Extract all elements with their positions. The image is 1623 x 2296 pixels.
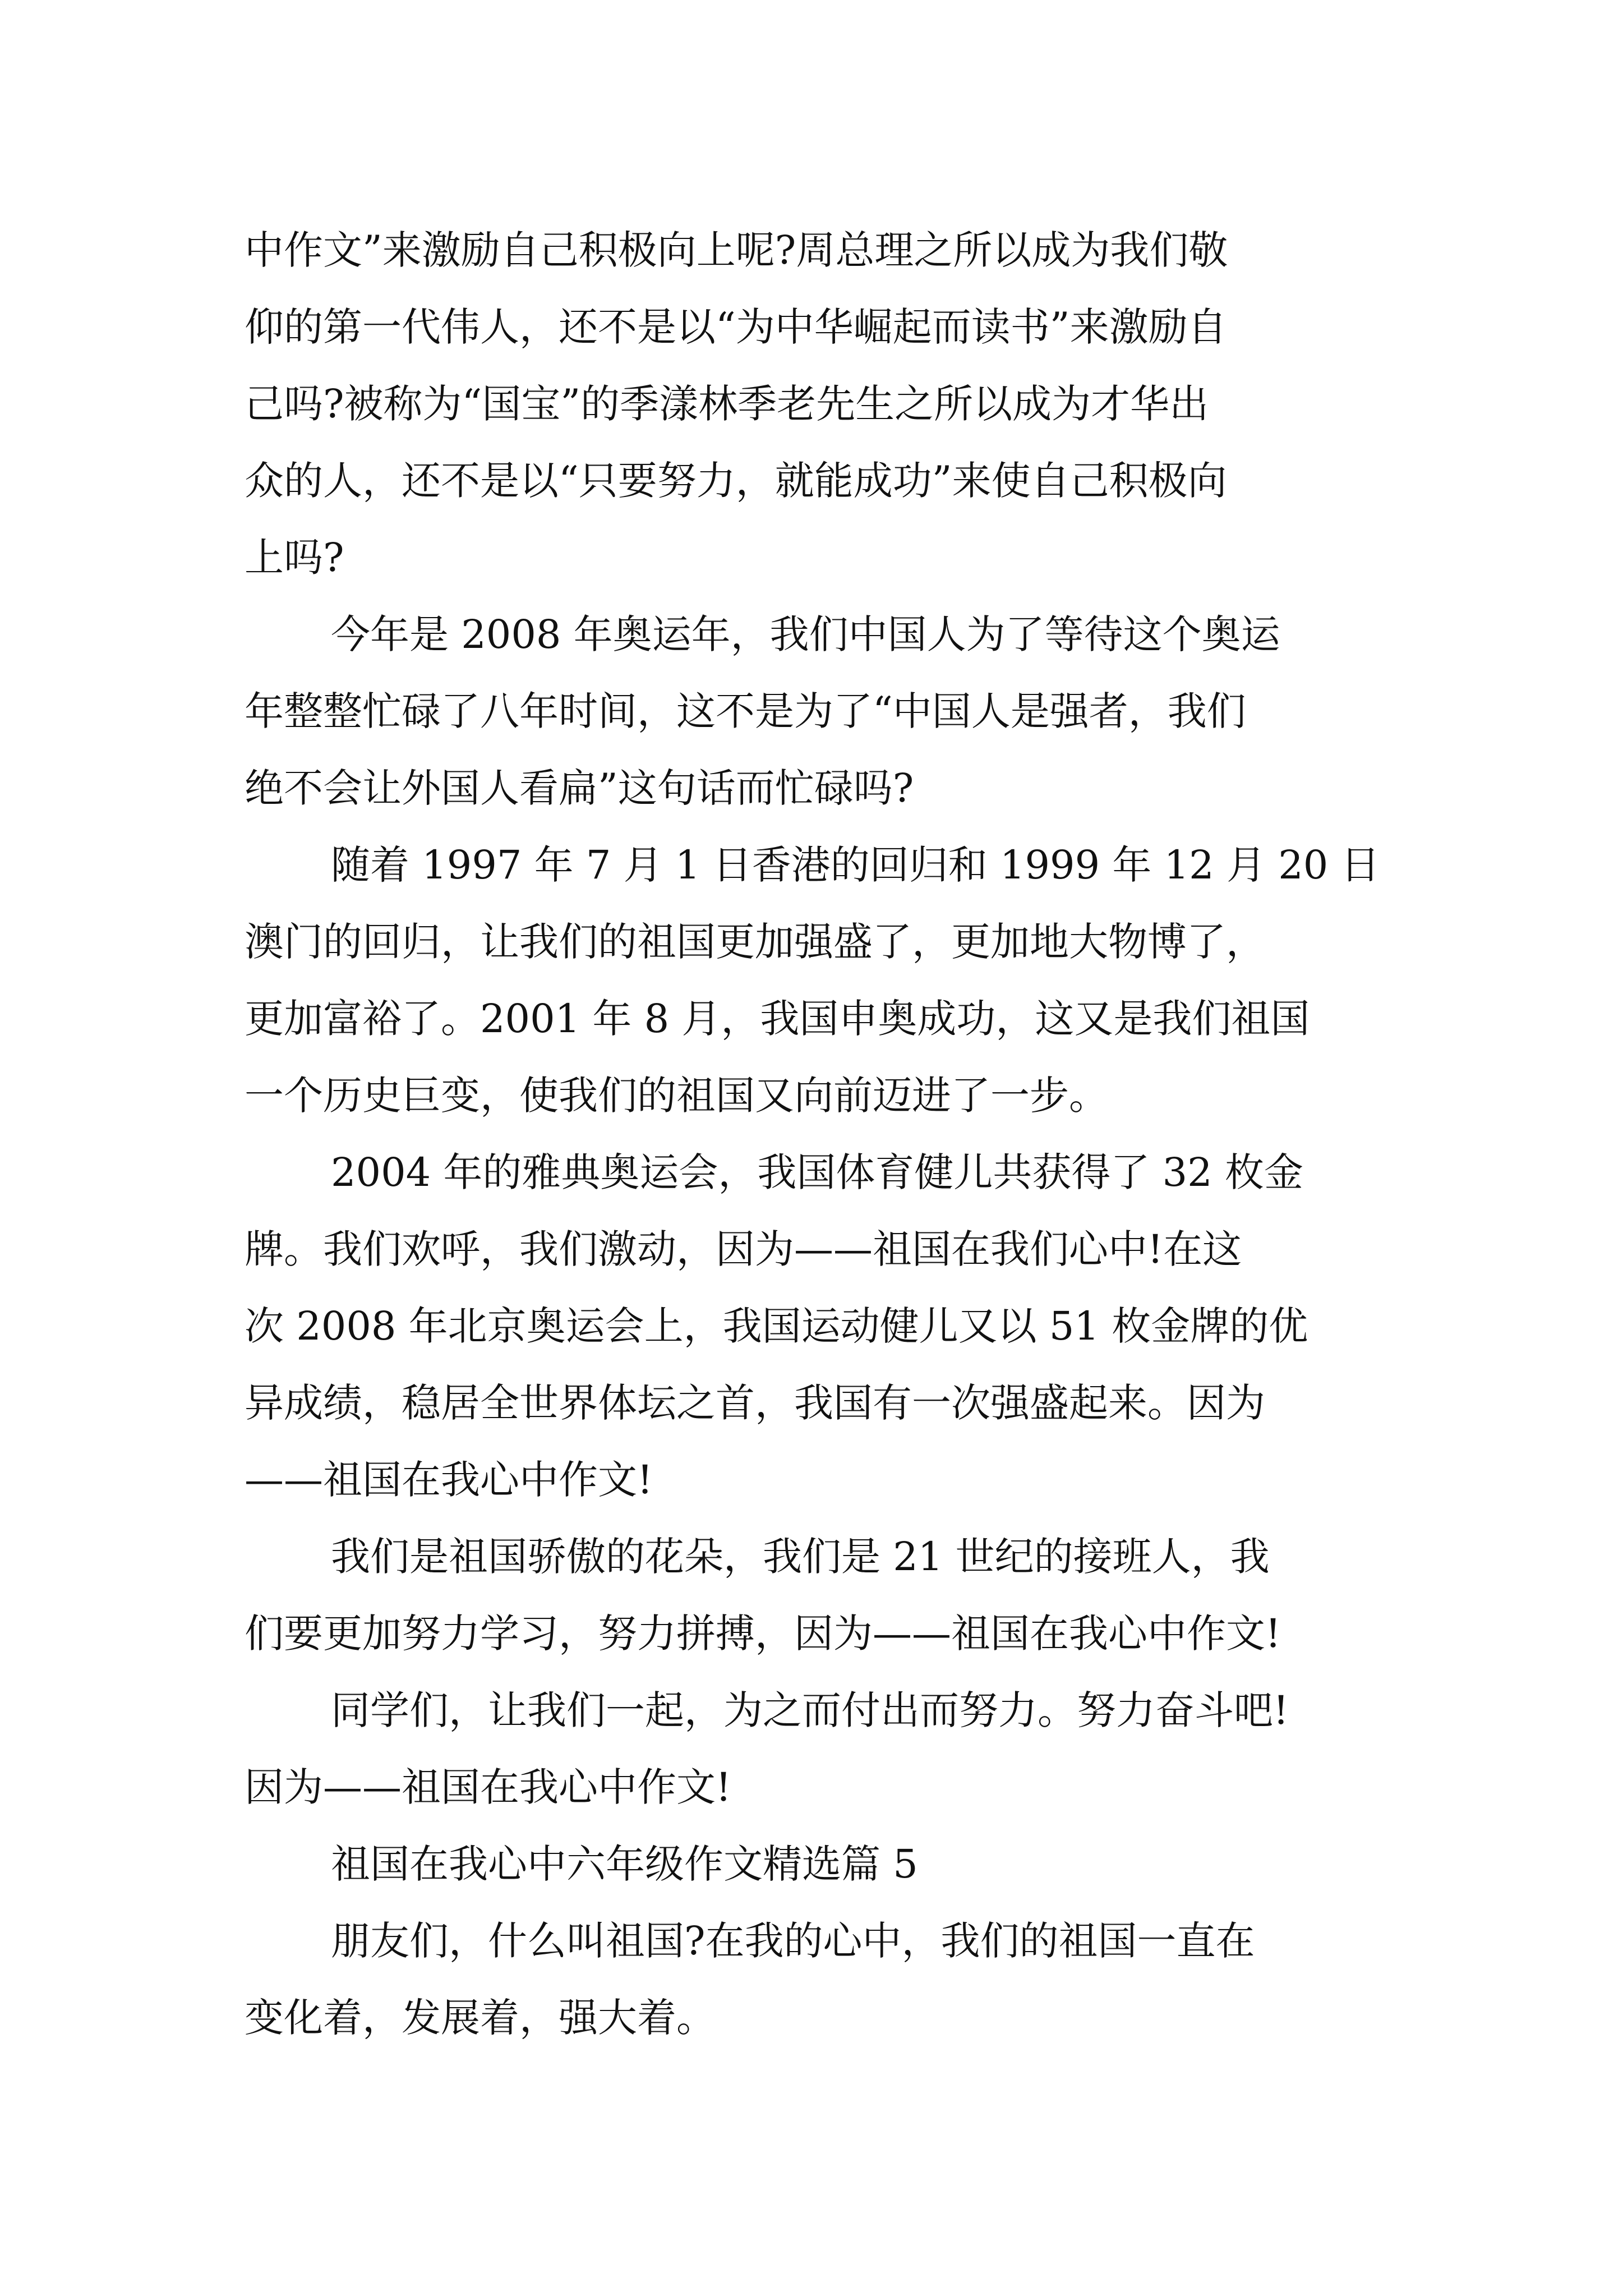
text-line: 年整整忙碌了八年时间，这不是为了“中国人是强者，我们 — [245, 688, 1246, 734]
text-line: 因为——祖国在我心中作文! — [245, 1764, 732, 1810]
text-line: 仰的第一代伟人，还不是以“为中华崛起而读书”来激励自 — [245, 304, 1227, 350]
text-line: 次 2008 年北京奥运会上，我国运动健儿又以 51 枚金牌的优 — [245, 1303, 1308, 1349]
text-line: 上吗? — [245, 535, 344, 581]
text-line: 更加富裕了。2001 年 8 月，我国申奥成功，这又是我们祖国 — [245, 996, 1310, 1042]
text-line: 中作文”来激励自己积极向上呢?周总理之所以成为我们敬 — [245, 227, 1228, 273]
document-body — [245, 212, 1389, 2056]
text-line: 我们是祖国骄傲的花朵，我们是 21 世纪的接班人，我 — [331, 1534, 1270, 1580]
text-line: 己吗?被称为“国宝”的季漾林季老先生之所以成为才华出 — [245, 381, 1209, 427]
text-line: 今年是 2008 年奥运年，我们中国人为了等待这个奥运 — [331, 611, 1280, 657]
text-line: 异成绩，稳居全世界体坛之首，我国有一次强盛起来。因为 — [245, 1380, 1265, 1426]
text-line: 绝不会让外国人看扁”这句话而忙碌吗? — [245, 765, 914, 811]
text-line: 朋友们，什么叫祖国?在我的心中，我们的祖国一直在 — [331, 1918, 1255, 1964]
text-line: 一个历史巨变，使我们的祖国又向前迈进了一步。 — [245, 1073, 1108, 1119]
text-line: 变化着，发展着，强大着。 — [245, 1995, 716, 2041]
section-heading: 祖国在我心中六年级作文精选篇 5 — [331, 1841, 918, 1887]
text-line: 众的人，还不是以“只要努力，就能成功”来使自己积极向 — [245, 458, 1227, 504]
text-line: 澳门的回归，让我们的祖国更加强盛了，更加地大物博了， — [245, 919, 1265, 965]
text-line: 牌。我们欢呼，我们激动，因为——祖国在我们心中!在这 — [245, 1226, 1242, 1272]
text-line: 2004 年的雅典奥运会，我国体育健儿共获得了 32 枚金 — [331, 1149, 1303, 1195]
text-line: 同学们，让我们一起，为之而付出而努力。努力奋斗吧! — [331, 1687, 1289, 1733]
text-line: 们要更加努力学习，努力拼搏，因为——祖国在我心中作文! — [245, 1611, 1281, 1657]
text-line: ——祖国在我心中作文! — [245, 1457, 653, 1503]
text-line: 随着 1997 年 7 月 1 日香港的回归和 1999 年 12 月 20 日 — [331, 842, 1380, 888]
